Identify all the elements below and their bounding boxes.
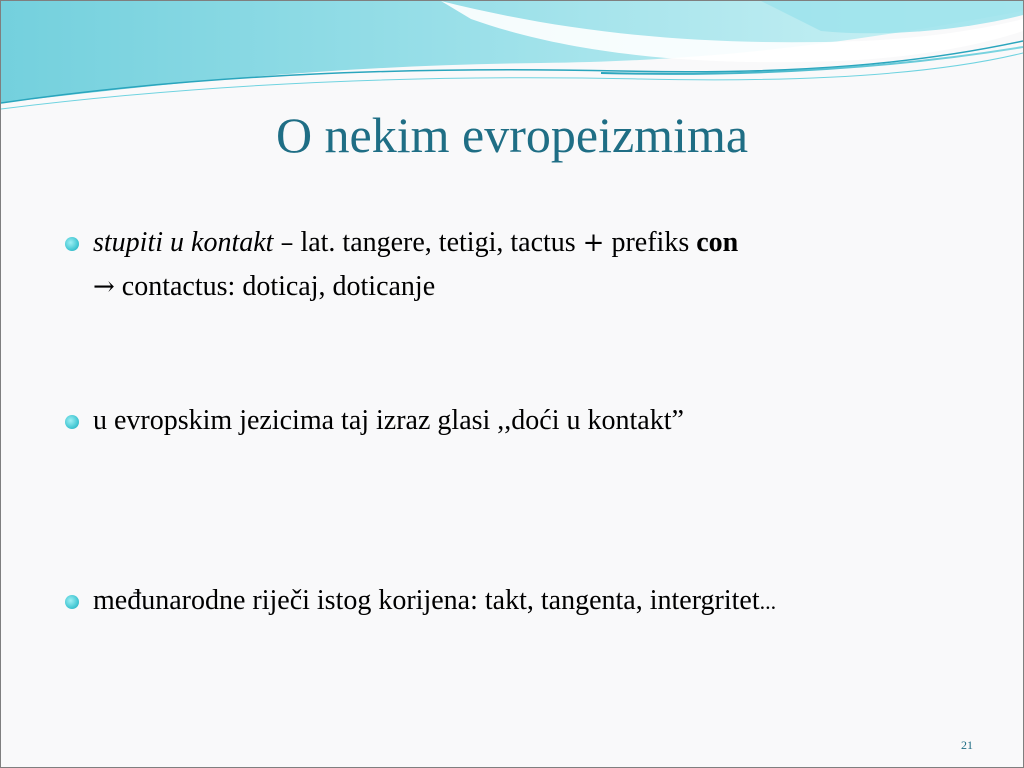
- bullet-item: [93, 579, 933, 624]
- arrow-symbol: →: [93, 272, 115, 302]
- plus-symbol: +: [582, 228, 605, 258]
- bullet-text: međunarodne riječi istog korijena: takt, tangenta, intergritet: [93, 585, 760, 616]
- dash-symbol: –: [280, 228, 294, 258]
- bullet-term: stupiti u kontakt: [93, 227, 274, 258]
- bullet-list: [1, 1, 1023, 767]
- bullet-text-part: prefiks: [604, 227, 697, 258]
- page-number: 21: [961, 738, 973, 752]
- bullet-bold-term: con: [696, 227, 739, 258]
- bullet-item: [93, 399, 933, 443]
- bullet-dot-icon: [65, 595, 79, 609]
- bullet-text-part: contactus: doticaj, doticanje: [114, 271, 436, 302]
- slide-title: O nekim evropeizmima: [275, 107, 749, 163]
- ellipsis: ...: [759, 589, 777, 614]
- bullet-text-part: lat. tangere, tetigi, tactus: [293, 227, 583, 258]
- bullet-dot-icon: [65, 415, 79, 429]
- bullet-text: u evropskim jezicima taj izraz glasi ,,doći u kontakt”: [93, 405, 684, 436]
- bullet-dot-icon: [65, 237, 79, 251]
- bullet-item: [93, 221, 933, 309]
